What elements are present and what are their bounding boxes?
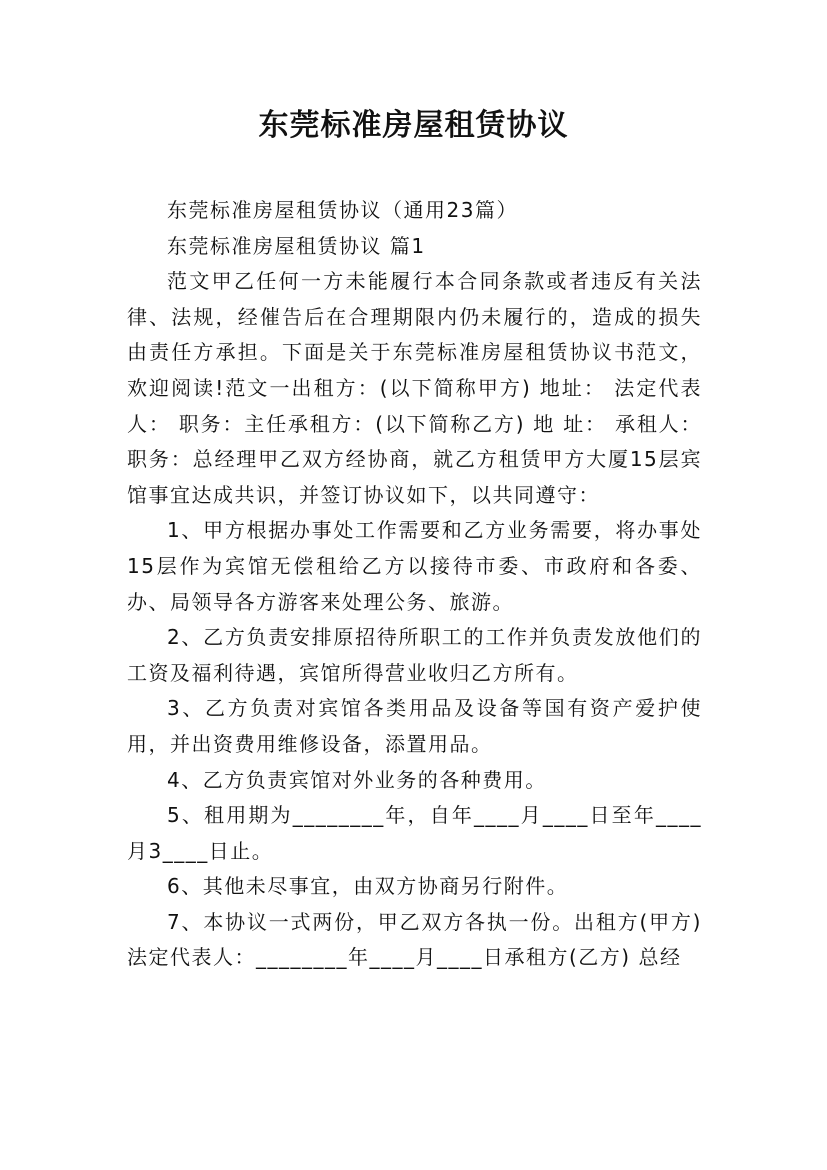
paragraph-clause-2: 2、乙方负责安排原招待所职工的工作并负责发放他们的工资及福利待遇，宾馆所得营业收归乙方所有。 <box>127 625 702 685</box>
paragraph-clause-7: 7、本协议一式两份，甲乙双方各执一份。出租方(甲方)法定代表人：________年____月____日承租方(乙方) 总经 <box>127 909 702 970</box>
document-title: 东莞标准房屋租赁协议 <box>258 108 569 143</box>
paragraph-subtitle: 东莞标准房屋租赁协议（通用23篇） <box>167 198 518 222</box>
paragraph-clause-1: 1、甲方根据办事处工作需要和乙方业务需要，将办事处15层作为宾馆无偿租给乙方以接待市委、市政府和各委、办、局领导各方游客来处理公务、旅游。 <box>127 518 702 614</box>
paragraph-intro: 范文甲乙任何一方未能履行本合同条款或者违反有关法律、法规，经催告后在合理期限内仍未履行的，造成的损失由责任方承担。下面是关于东莞标准房屋租赁协议书范文，欢迎阅读!范文一出租方：(以下简称甲方) 地址： 法定代表人： 职务：主任承租方：(以下简称乙方) 地 址： 承租人： 职务：总经理甲乙双方经协商，就乙方租赁甲方大厦15层宾馆事宜达成共识，并签订协议如下，以共同遵守： <box>127 269 702 507</box>
paragraph-clause-4: 4、乙方负责宾馆对外业务的各种费用。 <box>167 767 547 792</box>
document-body <box>127 193 702 976</box>
paragraph-clause-3: 3、乙方负责对宾馆各类用品及设备等国有资产爱护使用，并出资费用维修设备，添置用品。 <box>127 696 702 756</box>
paragraph-section-heading: 东莞标准房屋租赁协议 篇1 <box>167 233 426 258</box>
paragraph-clause-6: 6、其他未尽事宜，由双方协商另行附件。 <box>167 874 569 899</box>
paragraph-clause-5: 5、租用期为________年，自年____月____日至年____月3____日止。 <box>127 803 702 863</box>
